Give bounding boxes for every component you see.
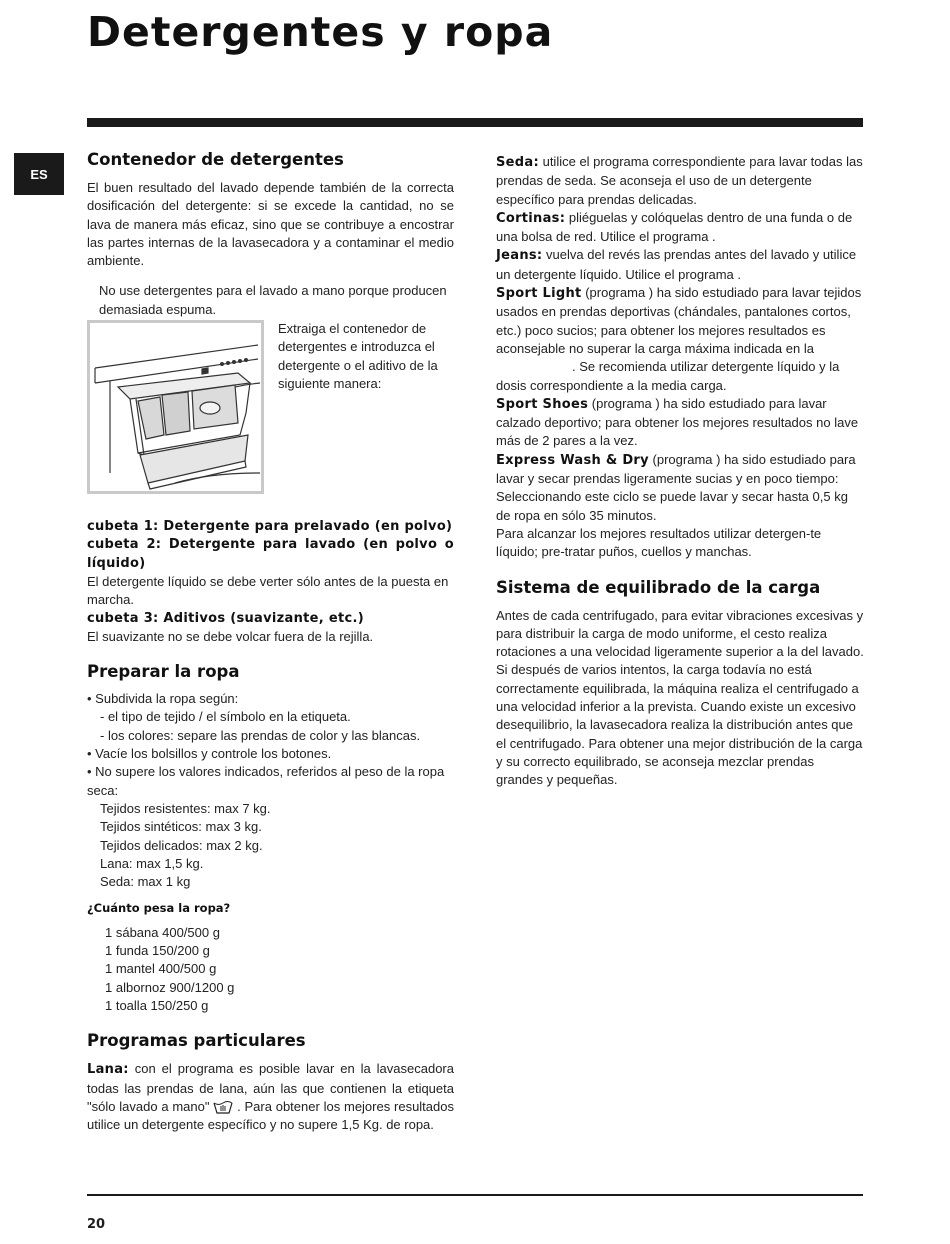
lana-paragraph	[87, 1060, 454, 1134]
programas-heading: Programas particulares	[87, 1031, 306, 1051]
alcanzar-paragraph: Para alcanzar los mejores resultados utilizar detergen-te líquido; pre-tratar puños, cuellos y manchas.	[496, 525, 822, 560]
detergent-drawer-icon	[90, 323, 261, 491]
equilibrado-heading: Sistema de equilibrado de la carga	[496, 577, 821, 597]
weight-item: Tejidos delicados: max 2 kg.	[100, 837, 263, 853]
bottom-divider	[87, 1194, 863, 1196]
lana-text-b: . Para obtener los mejores resultados utilice un detergente específico y no supere 1,5 Kg. de ropa.	[87, 1098, 454, 1133]
jeans-text: vuelva del revés las prendas antes del lavado y utilice un detergente líquido. Utilice el programa .	[496, 247, 857, 282]
contenedor-heading: Contenedor de detergentes	[87, 150, 344, 169]
page-number: 20	[87, 1217, 106, 1232]
sportlight-text2: . Se recomienda utilizar detergente líquido y la dosis correspondiente a la media carga.	[496, 359, 840, 393]
preparar-bullet1b: - los colores: separe las prendas de color y las blancas.	[100, 727, 421, 743]
top-divider	[87, 118, 863, 127]
cortinas-text: pliéguelas y colóquelas dentro de una funda o de una bolsa de red. Utilice el programa .	[496, 209, 853, 245]
preparar-heading: Preparar la ropa	[87, 662, 240, 682]
garment-weight-item: 1 funda 150/200 g	[105, 943, 210, 959]
weight-item: Tejidos sintéticos: max 3 kg.	[100, 819, 262, 835]
preparar-bullet2: • Vacíe los bolsillos y controle los botones.	[87, 745, 454, 763]
cortinas-paragraph	[496, 209, 864, 247]
contenedor-para1: El buen resultado del lavado depende también de la correcta dosificación del detergente: si se excede la cantidad, no se lava de manera más eficaz, sino que se contribuye a encostrar las partes internas de la lavasecadora y a contaminar el medio ambiente.	[87, 180, 454, 269]
page-title: Detergentes y ropa	[87, 8, 554, 56]
sportlight-paragraph	[496, 284, 864, 395]
cubeta2-note: El detergente líquido se debe verter sólo antes de la puesta en marcha.	[87, 573, 449, 608]
cubeta3-note: El suavizante no se debe volcar fuera de la rejilla.	[87, 628, 374, 644]
express-text: (programa ) ha sido estudiado para lavar y secar prendas ligeramente sucias y en poco tiempo: Seleccionando este ciclo se puede lavar y secar hasta 0,5 kg de ropa en sólo 35 minutos.	[496, 451, 856, 523]
weight-item: Lana: max 1,5 kg.	[100, 855, 204, 871]
cuanto-heading: ¿Cuánto pesa la ropa?	[87, 901, 231, 916]
figure-caption: Extraiga el contenedor de detergentes e introduzca el detergente o el aditivo de la siguiente manera:	[278, 321, 438, 391]
express-paragraph	[496, 451, 864, 525]
sportlight-label: Sport Light	[496, 286, 582, 302]
cortinas-label: Cortinas:	[496, 210, 566, 226]
seda-label: Seda:	[496, 155, 539, 170]
seda-paragraph	[496, 153, 864, 209]
sportshoes-label: Sport Shoes	[496, 396, 589, 412]
garment-weight-item: 1 albornoz 900/1200 g	[105, 979, 235, 995]
hand-wash-icon	[213, 1100, 233, 1114]
garment-weight-item: 1 toalla 150/250 g	[105, 997, 209, 1013]
jeans-label: Jeans:	[496, 248, 543, 264]
left-column	[87, 150, 454, 1134]
sportshoes-paragraph	[496, 395, 864, 451]
detergent-drawer-illustration	[87, 320, 264, 494]
express-label: Express Wash & Dry	[496, 452, 649, 468]
preparar-bullet1a: - el tipo de tejido / el símbolo en la etiqueta.	[100, 709, 351, 725]
sportshoes-text: (programa ) ha sido estudiado para lavar calzado deportivo; para obtener los mejores resultados no lave más de 2 pares a la vez.	[496, 395, 859, 449]
sportlight-text: (programa ) ha sido estudiado para lavar tejidos usados en prendas deportivas (chándales, pantalones cortos, etc.) poco sucios; para obtener los mejores resultados es aconsejable no superar la carga máxima indicada en la	[496, 285, 862, 356]
cubeta1-label: cubeta 1: Detergente para prelavado (en polvo)	[87, 519, 453, 535]
garment-weight-item: 1 mantel 400/500 g	[105, 961, 217, 977]
seda-text: utilice el programa correspondiente para lavar todas las prendas de seda. Se aconseja el uso de un detergente específico para prendas delicadas.	[496, 154, 863, 207]
lana-text-a: con el programa es posible lavar en la lavasecadora todas las prendas de lana, aún las que contienen la etiqueta "sólo lavado a mano"	[87, 1061, 454, 1114]
cubeta2-label: cubeta 2: Detergente para lavado (en polvo o líquido)	[87, 537, 454, 571]
preparar-bullet3: • No supere los valores indicados, referidos al peso de la ropa seca:	[87, 763, 454, 800]
weight-item: Tejidos resistentes: max 7 kg.	[100, 800, 271, 816]
contenedor-para2: No use detergentes para el lavado a mano porque producen demasiada espuma.	[99, 283, 447, 317]
garment-weight-item: 1 sábana 400/500 g	[105, 924, 220, 940]
right-column	[496, 153, 864, 790]
equilibrado-text: Antes de cada centrifugado, para evitar vibraciones excesivas y para distribuir la carga de modo uniforme, el cesto realiza rotaciones a una velocidad ligeramente superior a la del lavado. Si después de varios intentos, la carga todavía no está correctamente equilibrada, la máquina realiza el centrifugado a una velocidad inferior a la prevista. Cuando existe un excesivo desequilibrio, la lavasecadora realiza la distribución antes que el centrifugado. Para obtener una mejor distribución de la carga y su correcto equilibrado, se aconseja mezclar prendas grandes y pequeñas.	[496, 607, 864, 788]
jeans-paragraph	[496, 246, 864, 284]
cubeta3-label: cubeta 3: Aditivos (suavizante, etc.)	[87, 610, 364, 626]
language-tab: ES	[14, 153, 64, 195]
lana-label: Lana:	[87, 1062, 129, 1078]
preparar-bullet1: • Subdivida la ropa según:	[87, 690, 454, 708]
weight-item: Seda: max 1 kg	[100, 874, 191, 890]
